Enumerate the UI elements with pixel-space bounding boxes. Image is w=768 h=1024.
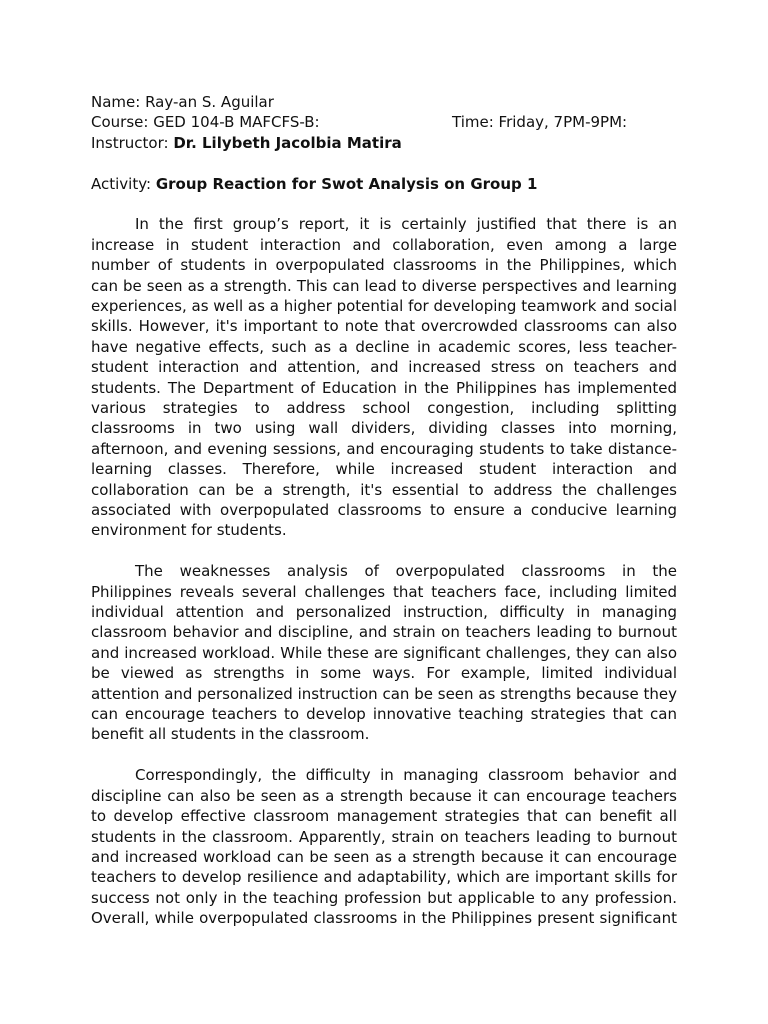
- name-value: Ray-an S. Aguilar: [145, 93, 274, 111]
- paragraph-strengths: In the first group’s report, it is certainly justified that there is an increase in student interaction and collaboration, even among a large number of students in overpopulated classrooms in the Philippines, which can be seen as a strength. This can lead to diverse perspectives and learning experiences, as well as a higher potential for developing teamwork and social skills. However, it's important to note that overcrowded classrooms can also have negative effects, such as a decline in academic scores, less teacher-student interaction and attention, and increased stress on teachers and students. The Department of Education in the Philippines has implemented various strategies to address school congestion, including splitting classrooms in two using wall dividers, dividing classes into morning, afternoon, and evening sessions, and encouraging students to take distance-learning classes. Therefore, while increased student interaction and collaboration can be a strength, it's essential to address the challenges associated with overpopulated classrooms to ensure a conducive learning environment for students.: [91, 215, 677, 540]
- time-value: Friday, 7PM-9PM:: [498, 113, 628, 132]
- course-line: [91, 112, 677, 132]
- instructor-label: Instructor:: [91, 133, 169, 152]
- name-label: Name:: [91, 93, 141, 111]
- spacer: [91, 194, 677, 214]
- spacer: [91, 541, 677, 561]
- spacer: [91, 745, 677, 765]
- course-label: Course:: [91, 113, 149, 132]
- instructor-line: [91, 133, 677, 153]
- instructor-value: Dr. Lilybeth Jacolbia Matira: [173, 133, 402, 152]
- spacer: [91, 153, 677, 173]
- paragraph-correspondingly: Correspondingly, the difficulty in managing classroom behavior and discipline can also be seen as a strength because it can encourage teachers to develop effective classroom management strategies that can benefit all students in the classroom. Apparently, strain on teachers leading to burnout and increased workload can be seen as a strength because it can encourage teachers to develop resilience and adaptability, which are important skills for success not only in the teaching profession but applicable to any profession. Overall, while overpopulated classrooms in the Philippines present significant: [91, 766, 677, 928]
- name-line: [91, 92, 677, 112]
- activity-label: Activity:: [91, 174, 152, 193]
- time-field: [452, 112, 627, 132]
- activity-line: [91, 174, 677, 194]
- activity-title: Group Reaction for Swot Analysis on Group 1: [155, 174, 538, 193]
- document-page: [91, 92, 677, 929]
- paragraph-weaknesses: The weaknesses analysis of overpopulated classrooms in the Philippines reveals several challenges that teachers face, including limited individual attention and personalized instruction, difficulty in managing classroom behavior and discipline, and strain on teachers leading to burnout and increased workload. While these are significant challenges, they can also be viewed as strengths in some ways. For example, limited individual attention and personalized instruction can be seen as strengths because they can encourage teachers to develop innovative teaching strategies that can benefit all students in the classroom.: [91, 562, 677, 744]
- course-value: GED 104-B MAFCFS-B:: [153, 113, 320, 132]
- time-label: Time:: [452, 113, 494, 132]
